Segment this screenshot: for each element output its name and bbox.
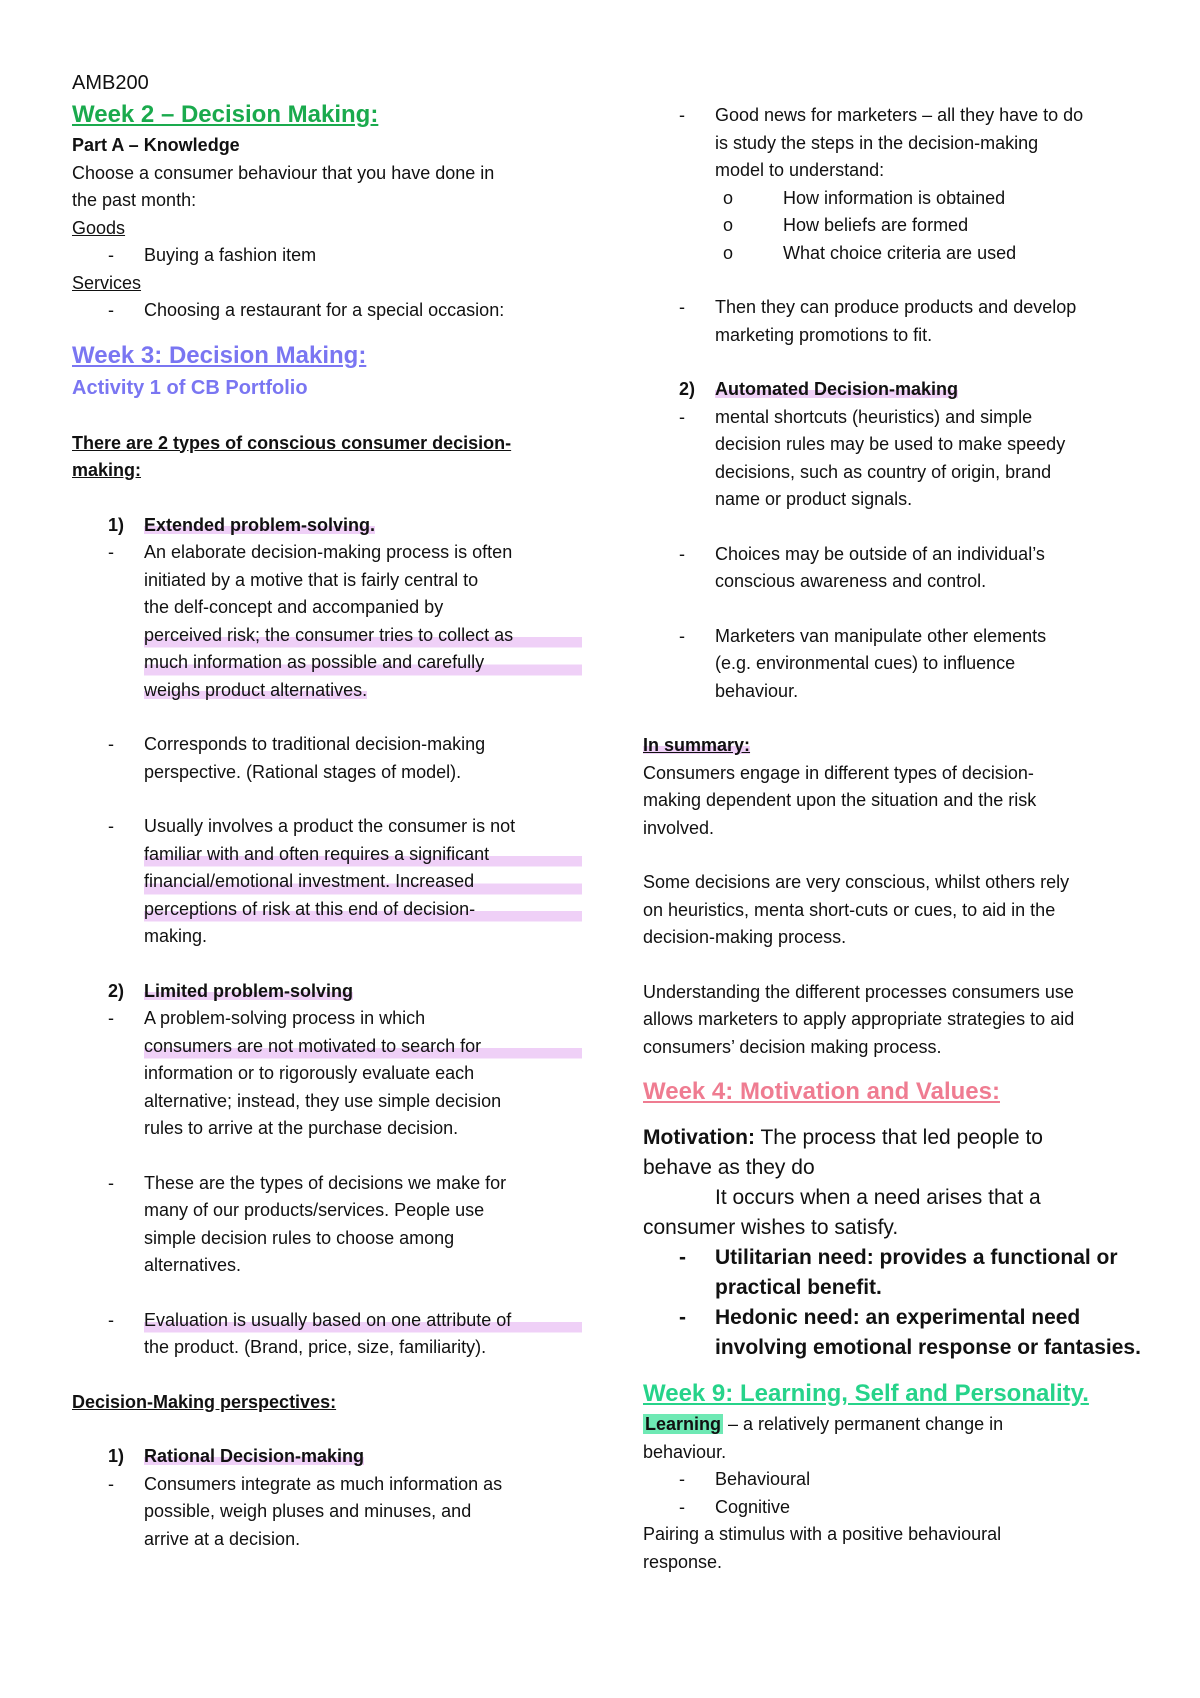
sub-item-1: o How information is obtained <box>643 185 1158 213</box>
limited-bullet-1: - A problem-solving process in which consumers are not motivated to search for information or to rigorously evaluate each alternative; instead, they use simple decision rules to arrive at the purchase decision. <box>72 1005 582 1143</box>
goods-label: Goods <box>72 217 126 238</box>
limited-bullet-2: - These are the types of decisions we make for many of our products/services. People use simple decision rules to choose among alternatives. <box>72 1170 582 1280</box>
services-label: Services <box>72 272 142 293</box>
sub-item-2: o How beliefs are formed <box>643 212 1158 240</box>
part-a-label: Part A – Knowledge <box>72 135 240 155</box>
utilitarian-need: - Utilitarian need: provides a functional or practical benefit. <box>643 1243 1158 1303</box>
pairing-text: Pairing a stimulus with a positive behavioural response. <box>643 1524 1002 1572</box>
automated-title: 2) Automated Decision-making <box>679 379 959 399</box>
course-code: AMB200 <box>72 72 149 94</box>
goods-item: - Buying a fashion item <box>72 242 582 270</box>
summary-paragraph-3: Understanding the different processes consumers use allows marketers to apply appropriate strategies to aid consumers’ decision making process. <box>643 981 1075 1057</box>
learning-definition: Learning – a relatively permanent change in behaviour. <box>643 1414 1004 1462</box>
types-heading-1: There are 2 types of conscious consumer decision- <box>72 432 512 453</box>
summary-heading: In summary: <box>643 735 751 755</box>
right-column <box>643 102 1158 1576</box>
summary-paragraph-2: Some decisions are very conscious, whilst others rely on heuristics, menta short-cuts or cues, to aid in the decision-making process. <box>643 872 1070 947</box>
automated-bullet-1: - mental shortcuts (heuristics) and simple decision rules may be used to make speedy decisions, such as country of origin, brand name or product signals. <box>643 404 1158 514</box>
extended-title: 1) Extended problem-solving. <box>108 514 376 535</box>
automated-bullet-3: - Marketers van manipulate other elements (e.g. environmental cues) to influence behaviour. <box>643 623 1158 706</box>
perspectives-heading: Decision-Making perspectives: <box>72 1391 337 1412</box>
motivation-definition: Motivation: The process that led people to behave as they do It occurs when a need arises that a consumer wishes to satisfy. <box>643 1126 1043 1239</box>
extended-bullet-2: - Corresponds to traditional decision-making perspective. (Rational stages of model). <box>72 731 582 786</box>
hedonic-need: - Hedonic need: an experimental need involving emotional response or fantasies. <box>643 1303 1158 1363</box>
good-news-bullet: - Good news for marketers – all they have to do is study the steps in the decision-making model to understand: <box>643 102 1158 185</box>
learning-type-2: - Cognitive <box>643 1494 1158 1522</box>
week4-heading: Week 4: Motivation and Values: <box>643 1078 1000 1105</box>
then-bullet: - Then they can produce products and develop marketing promotions to fit. <box>643 294 1158 349</box>
services-item: - Choosing a restaurant for a special occasion: <box>72 297 582 325</box>
extended-bullet-3: - Usually involves a product the consumer is not familiar with and often requires a significant financial/emotional investment. Increased perceptions of risk at this end of decision- making. <box>72 813 582 951</box>
sub-item-3: o What choice criteria are used <box>643 240 1158 268</box>
left-column <box>72 68 582 1553</box>
automated-bullet-2: - Choices may be outside of an individual’s conscious awareness and control. <box>643 541 1158 596</box>
summary-paragraph-1: Consumers engage in different types of decision- making dependent upon the situation and the risk involved. <box>643 762 1037 838</box>
week2-heading: Week 2 – Decision Making: <box>72 101 379 128</box>
learning-type-1: - Behavioural <box>643 1466 1158 1494</box>
rational-bullet-1: - Consumers integrate as much information as possible, weigh pluses and minuses, and arrive at a decision. <box>72 1471 582 1554</box>
intro-line-2: the past month: <box>72 190 197 210</box>
limited-title: 2) Limited problem-solving <box>108 980 354 1001</box>
limited-bullet-3: - Evaluation is usually based on one attribute of the product. (Brand, price, size, familiarity). <box>72 1307 582 1362</box>
activity-label: Activity 1 of CB Portfolio <box>72 376 308 399</box>
types-heading-2: making: <box>72 460 142 480</box>
intro-line-1: Choose a consumer behaviour that you have done in <box>72 162 495 183</box>
rational-title: 1) Rational Decision-making <box>108 1446 365 1466</box>
week3-heading: Week 3: Decision Making: <box>72 341 367 369</box>
extended-bullet-1: - An elaborate decision-making process is often initiated by a motive that is fairly central to the delf-concept and accompanied by perceived risk; the consumer tries to collect as much information as possible and carefully weighs product alternatives. <box>72 539 582 704</box>
week9-heading: Week 9: Learning, Self and Personality. <box>643 1380 1089 1407</box>
